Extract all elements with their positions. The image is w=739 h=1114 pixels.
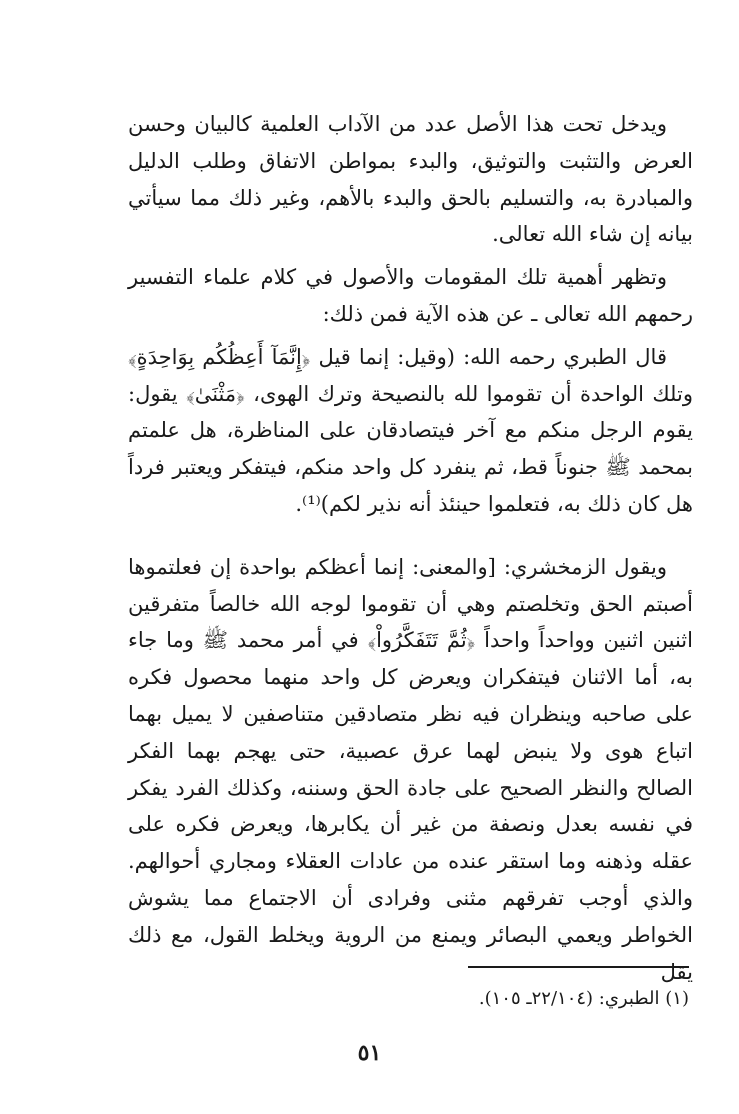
paragraph-importance: [128, 259, 693, 333]
footnote: (١) الطبري: (٢٢/١٠٤ـ ١٠٥).: [478, 988, 689, 1009]
footnote-divider: [468, 966, 689, 968]
paragraph-intro: [128, 106, 693, 253]
paragraph-intro-text: ويدخل تحت هذا الأصل عدد من الآداب العلمية كالبيان وحسن العرض والتثبت والتوثيق، والبدء بمواطن الاتفاق وطلب الدليل والمبادرة به، والتسليم بالحق والبدء بالأهم، وغير ذلك مما سيأتي بيانه إن شاء الله تعالى.: [128, 112, 693, 247]
paragraph-tabari-quote: [128, 339, 693, 523]
paragraph-tabari-quote-text: قال الطبري رحمه الله: (وقيل: إنما قيل ﴿إِنَّمَآ أَعِظُكُم بِوَاحِدَةٍ﴾ وتلك الواحدة أن تقوموا لله بالنصيحة وترك الهوى، ﴿مَثْنَىٰ﴾ يقول: يقوم الرجل منكم مع آخر فيتصادقان على المناظرة، هل علمتم بمحمد ﷺ جنوناً قط، ثم ينفرد كل واحد منكم، فيتفكر ويعتبر فرداً هل كان ذلك به، فتعلموا حينئذ أنه نذير لكم)⁽¹⁾.: [128, 344, 693, 516]
main-text: [128, 106, 693, 990]
paragraph-importance-text: وتظهر أهمية تلك المقومات والأصول في كلام علماء التفسير رحمهم الله تعالى ـ عن هذه الآية فمن ذلك:: [128, 265, 693, 326]
paragraph-zamakhshari-quote-text: ويقول الزمخشري: [والمعنى: إنما أعظكم بواحدة إن فعلتموها أصبتم الحق وتخلصتم وهي أن تقوموا لوجه الله خالصاً متفرقين اثنين اثنين وواحداً واحداً ﴿ثُمَّ تَتَفَكَّرُواْ﴾ في أمر محمد ﷺ وما جاء به، أما الاثنان فيتفكران ويعرض كل واحد منهما محصول فكره على صاحبه وينظران فيه نظر متصادقين متناصفين لا يميل بهما اتباع هوى ولا ينبض لهما عرق عصبية، حتى يهجم بهما الفكر الصالح والنظر الصحيح على جادة الحق وسننه، وكذلك الفرد يفكر في نفسه بعدل ونصفة من غير أن يكابرها، ويعرض فكره على عقله وذهنه وما استقر عنده من عادات العقلاء ومجاري أحوالهم. والذي أوجب تفرقهم مثنى وفرادى أن الاجتماع مما يشوش الخواطر ويعمي البصائر ويمنع من الروية ويخلط القول، مع ذلك يقل: [128, 554, 693, 984]
page-number: ٥١: [357, 1040, 382, 1066]
paragraph-zamakhshari-quote: [128, 549, 693, 991]
